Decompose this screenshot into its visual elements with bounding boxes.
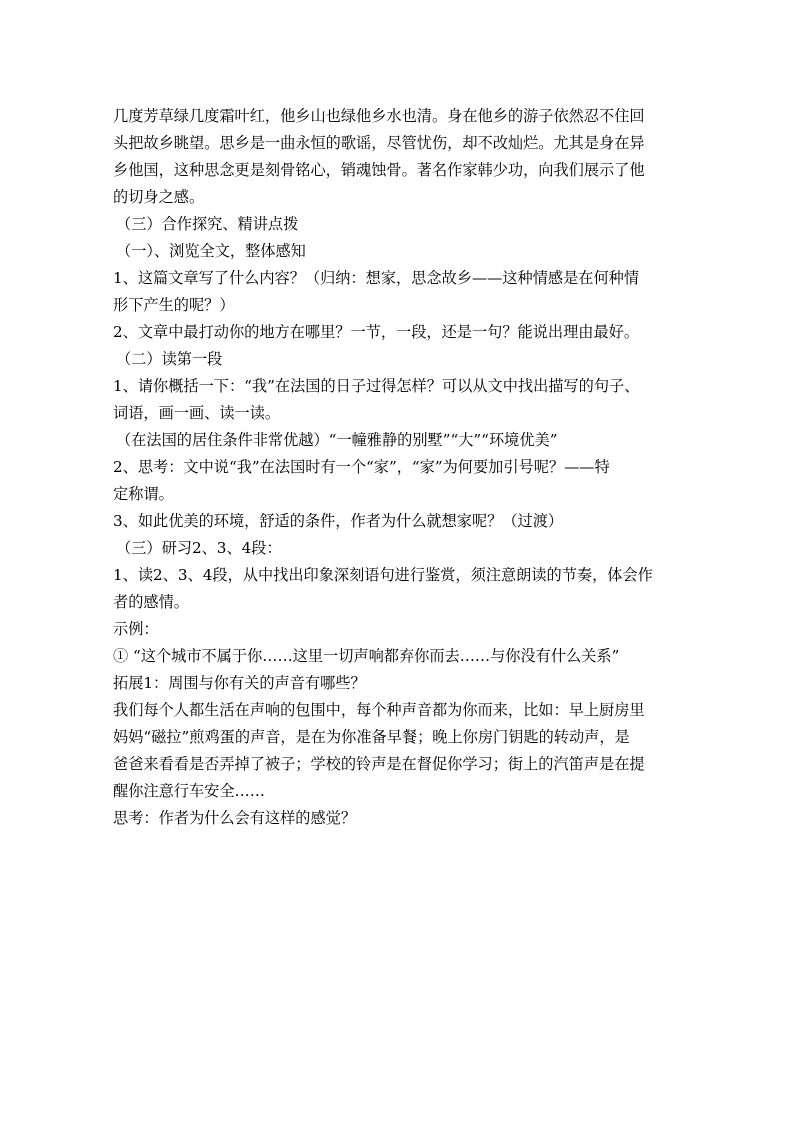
extension-body bbox=[113, 697, 683, 805]
text-line: 拓展1：周围与你有关的声音有哪些？ bbox=[113, 674, 366, 692]
intro-paragraph bbox=[113, 103, 683, 211]
section-heading-3 bbox=[113, 211, 683, 238]
question-paragraph bbox=[113, 265, 683, 319]
text-line: 乡他国，这种思念更是刻骨铭心，销魂蚀骨。著名作家韩少功，向我们展示了他 bbox=[113, 161, 645, 179]
subsection-heading-1 bbox=[113, 238, 683, 265]
text-line: 2、文章中最打动你的地方在哪里？一节，一段，还是一句？能说出理由最好。 bbox=[113, 323, 640, 341]
text-line: （在法国的居住条件非常优越）“一幢雅静的别墅”“大”“环境优美” bbox=[116, 431, 558, 449]
thinking-question bbox=[113, 805, 683, 832]
text-line: 思考：作者为什么会有这样的感觉？ bbox=[113, 809, 356, 827]
question-paragraph bbox=[113, 454, 683, 508]
question-paragraph bbox=[113, 562, 683, 616]
text-line: 头把故乡眺望。思乡是一曲永恒的歌谣，尽管忧伤，却不改灿烂。尤其是身在异 bbox=[113, 134, 645, 152]
heading-line: （一）、浏览全文，整体感知 bbox=[116, 242, 306, 260]
text-line: 1、请你概括一下：“我”在法国的日子过得怎样？可以从文中找出描写的句子、 bbox=[113, 377, 640, 395]
text-line: 妈妈“磁拉”煎鸡蛋的声音，是在为你准备早餐；晚上你房门钥匙的转动声，是 bbox=[113, 728, 630, 746]
text-line: 词语，画一画、读一读。 bbox=[113, 404, 281, 422]
example-item bbox=[113, 643, 683, 670]
text-line: 1、读2、3、4段，从中找出印象深刻语句进行鉴赏，须注意朗读的节奏，体会作 bbox=[113, 566, 653, 584]
extension-question bbox=[113, 670, 683, 697]
question-paragraph bbox=[113, 373, 683, 427]
example-label bbox=[113, 616, 683, 643]
heading-line: （三）研习2、3、4段： bbox=[116, 539, 282, 557]
heading-line: （三）合作探究、精讲点拨 bbox=[116, 215, 299, 233]
text-line: 1、这篇文章写了什么内容？（归纳：想家，思念故乡——这种情感是在何种情 bbox=[113, 269, 640, 287]
text-line: 3、如此优美的环境，舒适的条件，作者为什么就想家呢？（过渡） bbox=[113, 512, 564, 530]
subsection-heading-3 bbox=[113, 535, 683, 562]
text-line: ① “这个城市不属于你……这里一切声响都弃你而去……与你没有什么关系” bbox=[113, 647, 620, 665]
text-line: 者的感情。 bbox=[113, 593, 189, 611]
text-line: 示例： bbox=[113, 620, 159, 638]
document-body bbox=[113, 103, 683, 832]
heading-line: （二）读第一段 bbox=[116, 350, 223, 368]
text-line: 形下产生的呢？） bbox=[113, 296, 235, 314]
answer-paragraph bbox=[113, 427, 683, 454]
text-line: 定称谓。 bbox=[113, 485, 174, 503]
text-line: 2、思考：文中说“我”在法国时有一个“家”，“家”为何要加引号呢？——特 bbox=[113, 458, 610, 476]
subsection-heading-2 bbox=[113, 346, 683, 373]
text-line: 爸爸来看看是否弄掉了被子；学校的铃声是在督促你学习；街上的汽笛声是在提 bbox=[113, 755, 645, 773]
text-line: 醒你注意行车安全…… bbox=[113, 782, 265, 800]
text-line: 几度芳草绿几度霜叶红，他乡山也绿他乡水也清。身在他乡的游子依然忍不住回 bbox=[113, 107, 645, 125]
question-paragraph bbox=[113, 319, 683, 346]
text-line: 我们每个人都生活在声响的包围中，每个种声音都为你而来，比如：早上厨房里 bbox=[113, 701, 645, 719]
text-line: 的切身之感。 bbox=[113, 188, 205, 206]
question-paragraph bbox=[113, 508, 683, 535]
